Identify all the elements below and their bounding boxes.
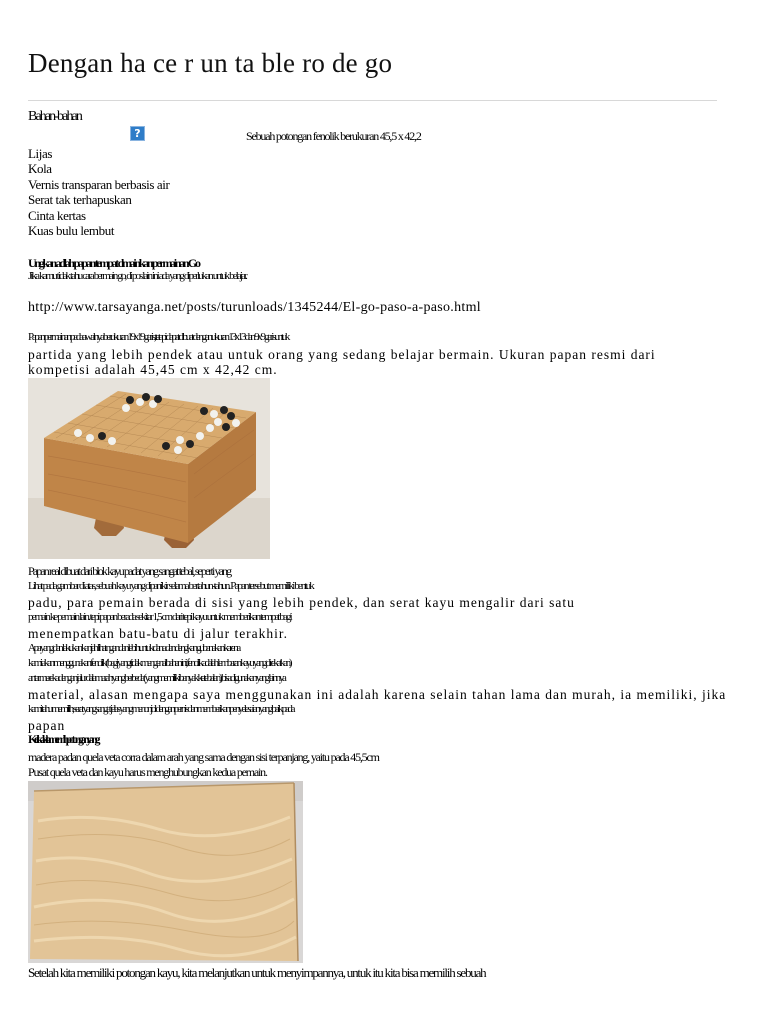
materials-item: Lijas xyxy=(28,146,52,161)
wood-grain-line-2: Pusat quela veta dan kayu harus menghubungkan kedua pemain. xyxy=(28,765,267,779)
materials-item: Kuas bulu lembut xyxy=(28,223,115,239)
after-photo-line-1: Papan real dibuat dari blok kayu padat yang sangat tebal, seperti yang xyxy=(28,564,231,578)
intro-text: Jika kamu tidak tahu cara bermain go, di pos lain ini ada yang diperlukan untuk belajar. xyxy=(28,270,246,282)
materials-item: Serat tak terhapuskan xyxy=(28,192,132,208)
materials-heading: Bahan-bahan xyxy=(28,109,81,124)
board-paragraph-1: partida yang lebih pendek atau untuk orang yang sedang belajar bermain. Ukuran papan resmi dari xyxy=(28,347,656,362)
materials-item: Cinta kertas xyxy=(28,207,86,223)
broken-image-icon: ? xyxy=(130,126,145,141)
paragraph-wide-4: papan xyxy=(28,718,66,733)
paragraph-wide-2: menempatkan batu-batu di jalur terakhir. xyxy=(28,626,289,641)
board-paragraph-2: kompetisi adalah 45,45 cm x 42,42 cm. xyxy=(28,362,278,377)
divider xyxy=(28,100,717,101)
paragraph-small-2: Apa yang dan lakukan kanjah lihat ngan dan lebih untuk dan a dan dengkan gubanakan karena xyxy=(28,642,240,654)
final-line: Setelah kita memiliki potongan kayu, kita melanjutkan untuk menyimpannya, untuk itu kita bisa memilih sebuah xyxy=(28,965,486,980)
materials-item: Vernis transparan berbasis air xyxy=(28,176,170,192)
overlapping-text: Ketika kita memilih potongan yang xyxy=(28,732,98,746)
paragraph-small-1: pemain ke pemain lain. tepi papan berada sekitar 1,5 cm dari tepi kayu untuk memberikan tempat bagi xyxy=(28,611,291,623)
paragraph-wide-1: padu, para pemain berada di sisi yang lebih pendek, dan serat kayu mengalir dari satu xyxy=(28,595,575,610)
source-url[interactable]: http://www.tarsayanga.net/posts/turunloads/1345244/El-go-paso-a-paso.html xyxy=(28,300,481,315)
go-board-photo xyxy=(28,378,270,559)
board-size-line: Papan permainan pada awalnya berukuran 19x19 garis, tetapi dapat dibuat dengan ukuran 13x13 dan 9x9 garis untuk xyxy=(28,331,289,343)
intro-heading: Ungkan adlah papan tempat dmainkan permainan Go xyxy=(28,256,199,270)
page-title: Dengan ha ce r un ta ble ro de go xyxy=(28,48,393,78)
materials-item: Kola xyxy=(28,161,52,177)
materials-caption: Sebuah potongan fenolik berukuran 45,5 x 42,2 xyxy=(246,129,421,143)
paragraph-small-5: kami tahu memilih, serat yang sangat jelas yang menonjol dengan pernis dan memberikan penyelesaian yang baik pada xyxy=(28,703,294,715)
wood-grain-line-1: madera padan quela veta corra dalam arah yang sama dengan sisi terpanjang, yaitu pada 45,5cm xyxy=(28,750,379,764)
materials-list xyxy=(28,146,169,238)
paragraph-small-4: antar mereka dengan jalur dalam arah yang berbeda (yang memiliki banyak ketebalan), bisa digunakan yang lainnya xyxy=(28,672,285,684)
after-photo-line-2: Lihat pada gambar di atas, sebuah kayu yang dipanikir selama bertahun-tahun. Papan tersebut memiliki bentuk xyxy=(28,580,313,592)
paragraph-small-3: kami akan menggunakan fenolik (bagi yang tidak mengenal bahan ini, fenolik adalah lembaran kayu yang direkatkan) xyxy=(28,657,291,669)
paragraph-wide-3: material, alasan mengapa saya menggunakan ini adalah karena selain tahan lama dan murah, ia memiliki, jika xyxy=(28,687,727,702)
plywood-photo xyxy=(28,781,303,963)
